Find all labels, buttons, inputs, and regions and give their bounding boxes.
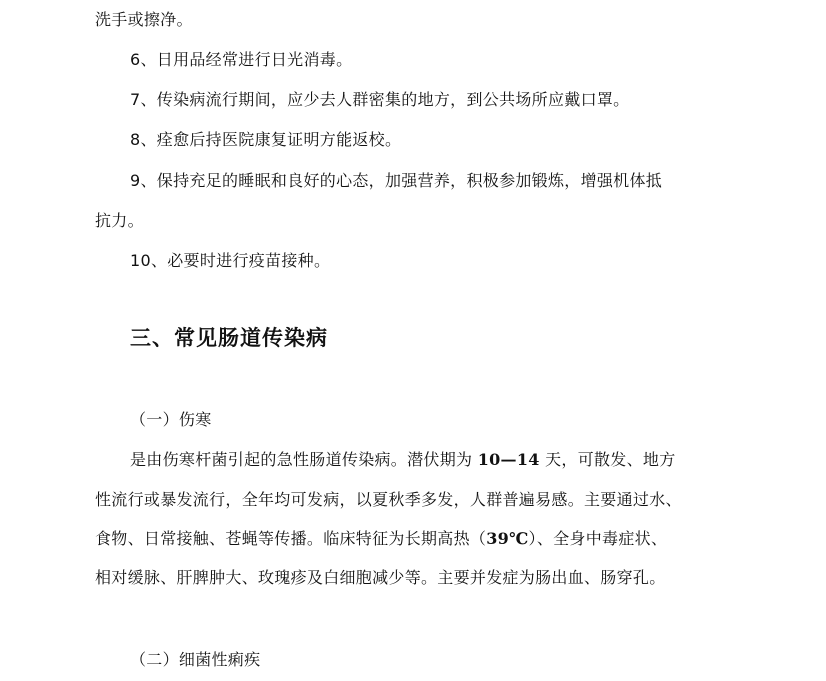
list-item-6: 6、日用品经常进行日光消毒。: [130, 50, 353, 69]
typhoid-paragraph-line-4: 相对缓脉、肝脾肿大、玫瑰疹及白细胞减少等。主要并发症为肠出血、肠穿孔。: [95, 568, 666, 587]
typhoid-text-post: 天，可散发、地方: [539, 450, 676, 469]
incubation-period-value: 10—14: [477, 450, 540, 469]
list-item-9-line-1: 9、保持充足的睡眠和良好的心态，加强营养，积极参加锻炼，增强机体抵: [130, 171, 663, 190]
section-3-heading: 三、常见肠道传染病: [130, 325, 328, 350]
list-item-8: 8、痊愈后持医院康复证明方能返校。: [130, 130, 402, 149]
list-item-7: 7、传染病流行期间，应少去人群密集的地方，到公共场所应戴口罩。: [130, 90, 630, 109]
typhoid-text-pre-2: 食物、日常接触、苍蝇等传播。临床特征为长期高热（: [95, 529, 487, 548]
typhoid-text-pre: 是由伤寒杆菌引起的急性肠道传染病。潜伏期为: [130, 450, 478, 469]
typhoid-text-post-2: ）、全身中毒症状、: [528, 529, 668, 548]
list-item-10: 10、必要时进行疫苗接种。: [130, 251, 331, 270]
typhoid-paragraph-line-1: [130, 450, 740, 470]
fever-temperature-value: 39℃: [486, 529, 529, 548]
subsection-typhoid-title: （一）伤寒: [130, 410, 212, 429]
list-item-9-line-2: 抗力。: [95, 211, 144, 230]
typhoid-paragraph-line-3: [95, 529, 740, 549]
text-line-hand-washing: 洗手或擦净。: [95, 10, 193, 29]
typhoid-paragraph-line-2: 性流行或暴发流行，全年均可发病，以夏秋季多发，人群普遍易感。主要通过水、: [95, 490, 682, 509]
subsection-dysentery-title: （二）细菌性痢疾: [130, 650, 261, 669]
